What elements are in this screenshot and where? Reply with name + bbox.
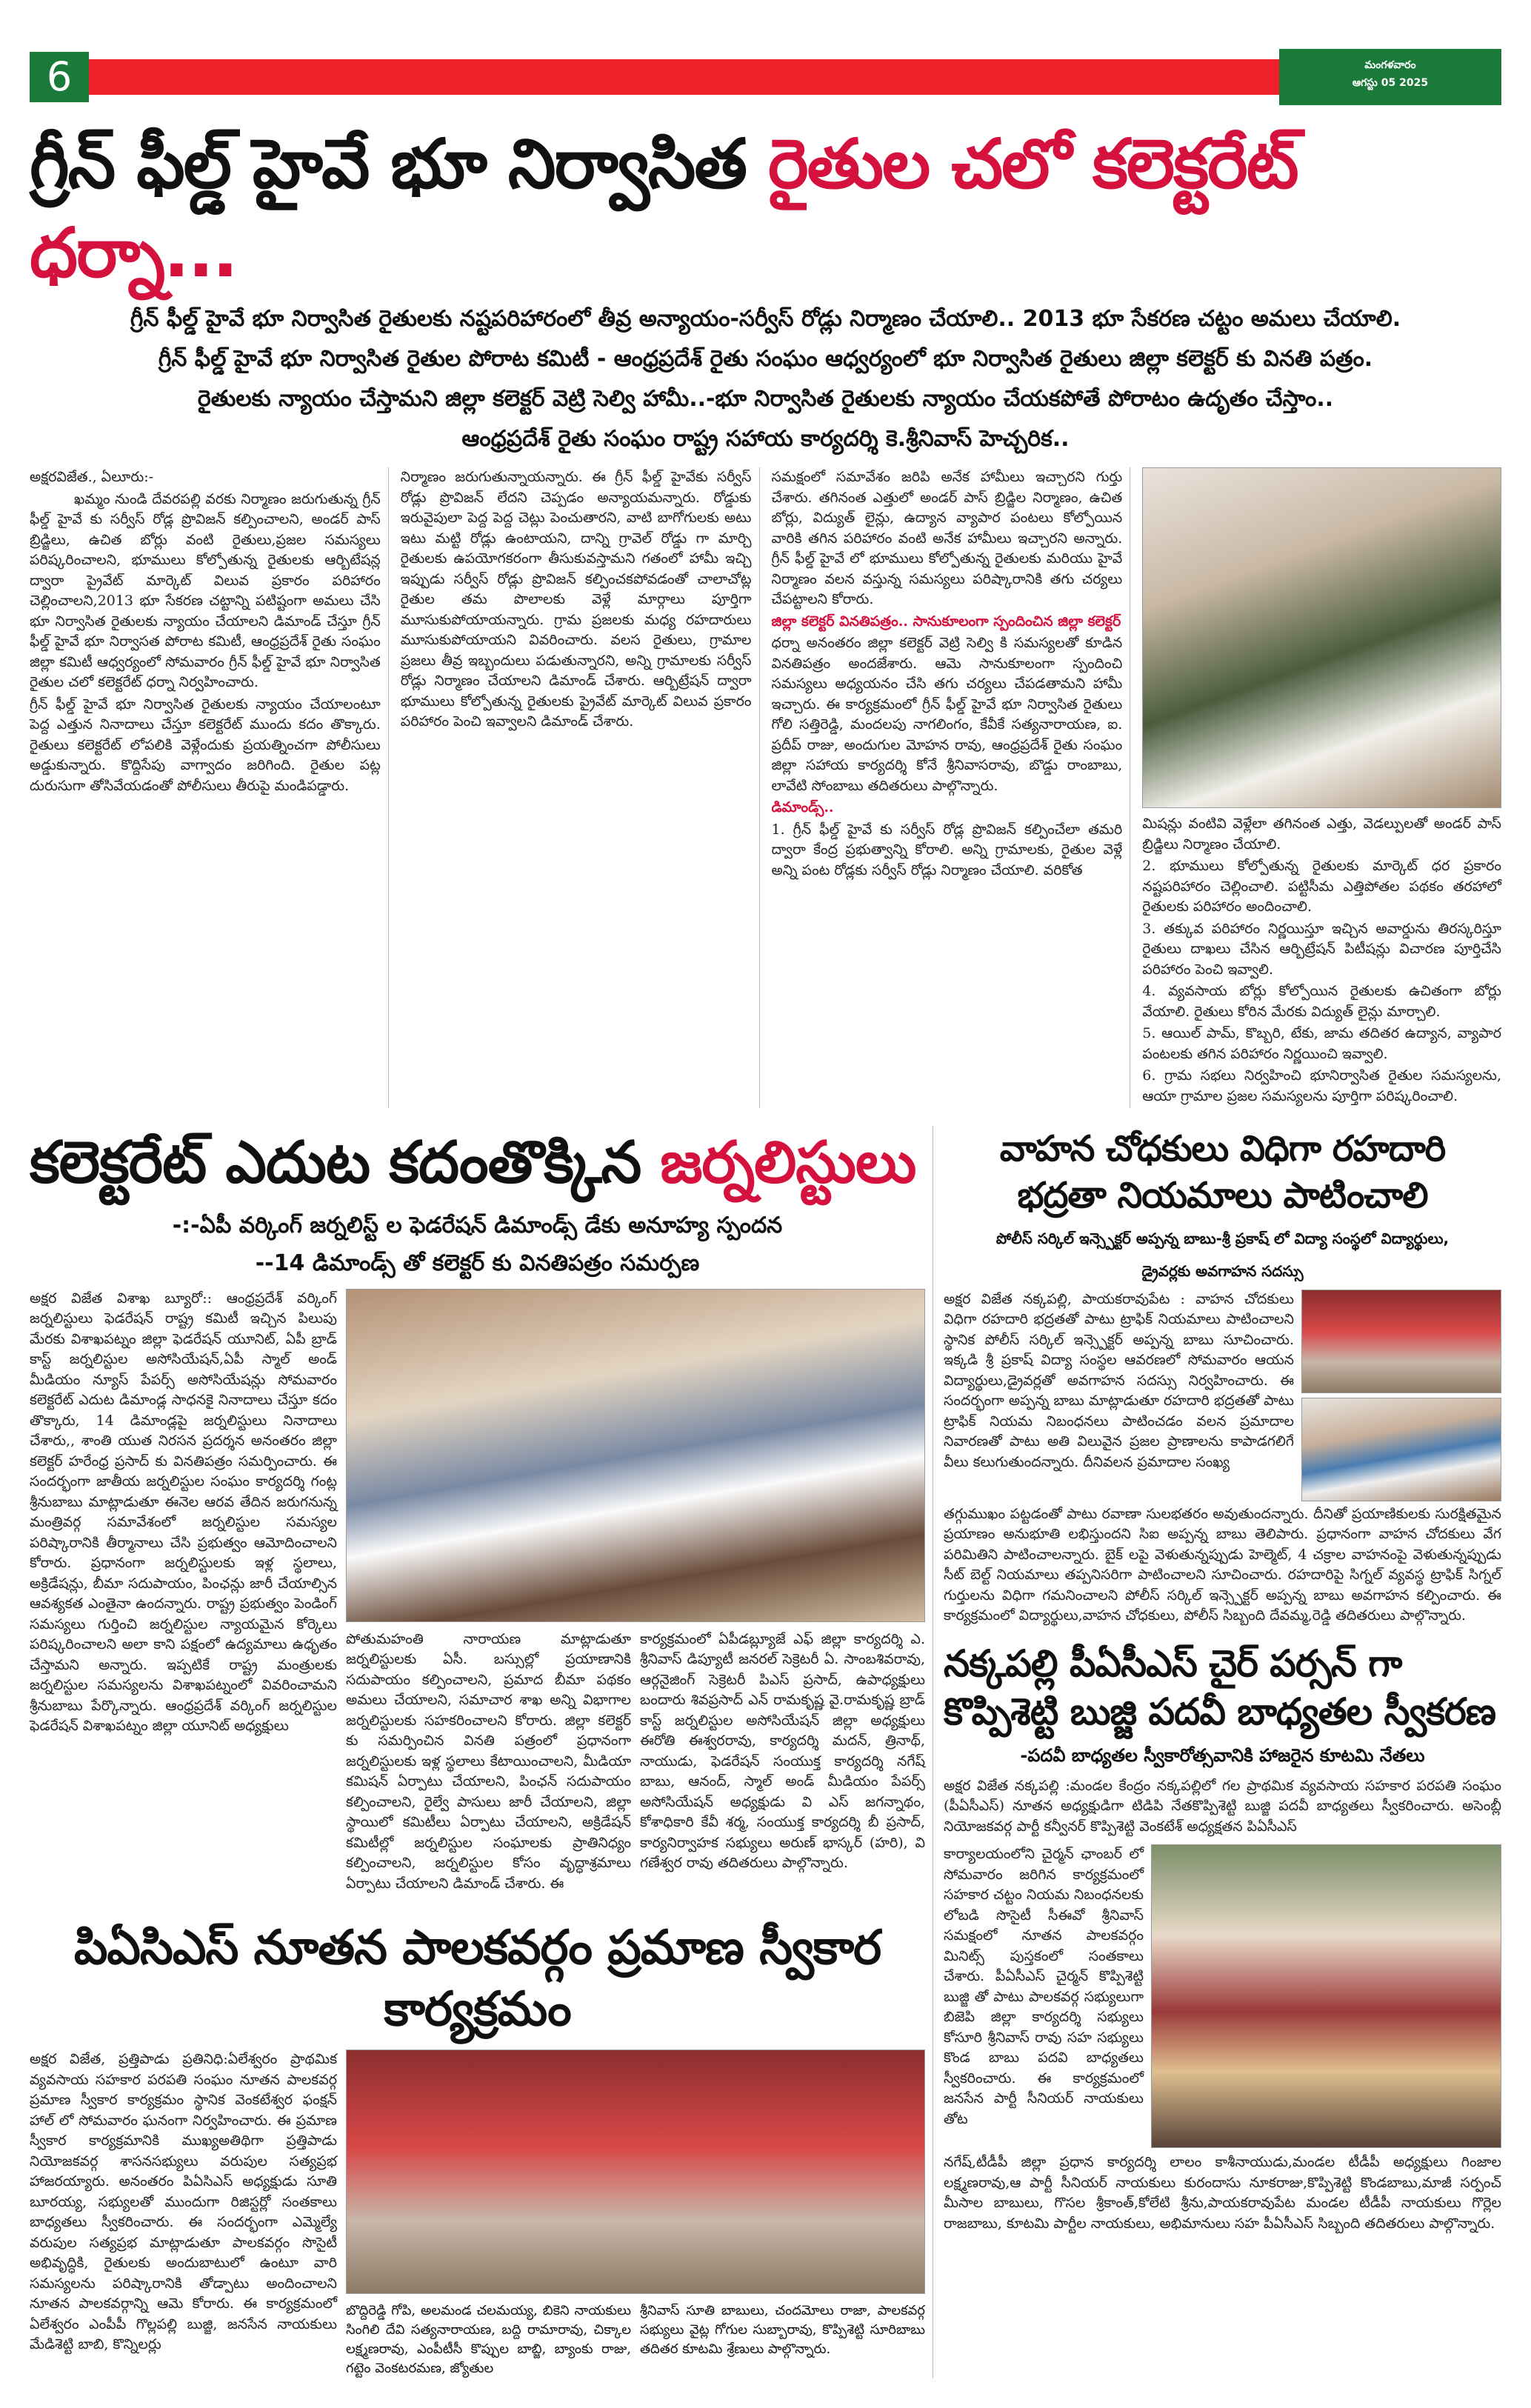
lead-headline	[30, 120, 1501, 297]
journalists-lower-columns	[346, 1630, 925, 1896]
traffic-headline-line: భద్రతా నియమాలు పాటించాలి	[1017, 1174, 1428, 1216]
masthead-red-bar	[89, 59, 1279, 95]
lead-column-4	[1142, 467, 1501, 1108]
traffic-photo-students	[1301, 1290, 1501, 1393]
journalists-headline-black: కలెక్టరేట్ ఎదుట కదంతొక్కిన	[30, 1130, 661, 1197]
journalists-body	[30, 1289, 925, 1896]
demands-label: డిమాండ్స్..	[771, 799, 834, 816]
right-block	[944, 1126, 1501, 2378]
journalists-column-1	[30, 1289, 337, 1896]
traffic-subhead: డ్రైవర్లకు అవగాహన సదస్సు	[1141, 1261, 1304, 1280]
lead-columns	[30, 467, 1501, 1108]
lower-section	[30, 1126, 1501, 2378]
paragraph: అక్షర విజేత విశాఖ బ్యూరో:: ఆంధ్రప్రదేశ్ వర్కింగ్ జర్నలిస్టులు ఫెడరేషన్ రాష్ట్ర కమిటీ ఇచ్చిన పిలుపు మేరకు విశాఖపట్నం జిల్లా ఫెడరేషన్ యూనిట్, ఏపీ బ్రాడ్ కాస్ట్ జర్నలిస్టుల అసోసియేషన్,ఏపీ స్మాల్ అండ్ మీడియం న్యూస్ పేపర్స్ అసోసియేషన్లు సోమవారం కలెక్టరేట్ ఎదుట డిమాండ్ల సాధనకై నినాదాలు చేస్తూ కదం తొక్కారు, 14 డిమాండ్లపై జర్నలిస్టులు నినాదాలు చేశారు,, శాంతి యుత నిరసన ప్రదర్శన అనంతరం జిల్లా కలెక్టర్ హరేంధ్ర ప్రసాద్ కు వినతిపత్రం సమర్పించారు. ఈ సందర్భంగా జాతీయ జర్నలిస్టుల సంఘం కార్యదర్శి గంట్ల శ్రీనుబాబు మాట్లాడుతూ ఈనెల ఆరవ తేదిన జరుగనున్న మంత్రివర్గ సమావేశంలో జర్నలిస్టుల సమస్యల పరిష్కారానికి తీర్మానాలు చేసి ప్రభుత్వం ఆమోదించాలని కోరారు. ప్రధానంగా జర్నలిస్టులకు ఇళ్ల స్థలాలు, అక్రిడేషన్లు, బీమా సదుపాయం, పింఛన్లు జారీ చేయాల్సిన ఆవశ్యకత ఎంతైనా ఉందన్నారు. రాష్ట్ర ప్రభుత్వం పెండింగ్ సమస్యలు గుర్తించి జర్నలిస్టుల న్యాయమైన కోర్కెలు పరిష్కరించాలని అలా కాని పక్షంలో ఉద్యమాలు ఉధృతం చేస్తామని అన్నారు. ఇప్పటికే రాష్ట్ర మంత్రులకు జర్నలిస్టుల సమస్యలను విశాఖపట్నంలో వివరించామని శ్రీనుబాబు పేర్కొన్నారు. ఆంధ్రప్రదేశ్ వర్కింగ్ జర్నలిస్టుల ఫెడరేషన్ విశాఖపట్నం జిల్లా యూనిట్ అధ్యక్షులు	[30, 1290, 337, 1735]
journalists-subhead: --14 డిమాండ్స్ తో కలెక్టర్ కు వినతిపత్రం సమర్పణ	[255, 1250, 700, 1276]
demand-item: 5. ఆయిల్ పామ్, కొబ్బరి, టేకు, జామ తదితర ఉద్యాన, వ్యాపార పంటలకు తగిన పరిహారం నిర్ణయించి ఇవ్వాలి.	[1142, 1025, 1501, 1062]
nakkapalli-subhead: -పదవీ బాధ్యతల స్వీకారోత్సవానికి హాజరైన కూటమి నేతలు	[1020, 1744, 1425, 1766]
dateline: అక్షరవిజేత., ఏలూరు:-	[30, 469, 154, 486]
journalists-right	[346, 1289, 925, 1896]
journalists-column-3	[640, 1630, 925, 1896]
date-box	[1279, 49, 1501, 105]
masthead	[30, 49, 1501, 105]
journalists-photo	[346, 1289, 925, 1622]
traffic-column-full	[944, 1504, 1501, 1627]
page-number: 6	[30, 52, 89, 102]
nakkapalli-headline-line: నక్కపల్లి పీఏసీఎస్ చైర్ పర్సన్ గా	[944, 1641, 1402, 1685]
nakkapalli-body	[944, 1844, 1501, 2148]
lead-subhead: గ్రీన్ ఫీల్డ్ హైవే భూ నిర్వాసిత రైతులకు నష్టపరిహారంలో తీవ్ర అన్యాయం-సర్వీస్ రోడ్లు నిర్మాణం చేయాలి.. 2013 భూ సేకరణ చట్టం అమలు చేయాలి.	[130, 306, 1401, 333]
lead-headline-red: రైతుల చలో కలెక్టరేట్ ధర్నా...	[30, 124, 1298, 293]
nakkapalli-photo	[1151, 1844, 1501, 2148]
paragraph: గ్రీన్ ఫీల్డ్ హైవే భూ నిర్వాసిత రైతులకు న్యాయం చేయాలంటూ పెద్ద ఎత్తున నినాదాలు చేస్తూ కలెక్టరేట్ ముందు కదం తొక్కారు. రైతులు కలెక్టరేట్ లోపలికి వెళ్లేందుకు ప్రయత్నించగా పోలీసులు అడ్డుకున్నారు. కొద్దిసేపు వాగ్వాదం జరిగింది. రైతుల పట్ల దురుసుగా తోసివేయడంతో పోలీసులు తీరుపై మండిపడ్డారు.	[30, 696, 381, 794]
traffic-photo-officer	[1301, 1398, 1501, 1501]
nakkapalli-column-left	[944, 1844, 1144, 2148]
lead-column-1	[30, 467, 389, 1108]
traffic-column	[944, 1290, 1294, 1501]
pacs-right	[346, 2050, 925, 2378]
paragraph: నగేష్,టీడీపీ జిల్లా ప్రధాన కార్యదర్శి లాలం కాశీనాయుడు,మండల టీడీపీ అధ్యక్షులు గింజాల లక్ష్మణరావు,ఆ పార్టీ సీనియర్ నాయకులు కురందాసు నూకరాజు,కొప్పిశెట్టి కొండబాబు,మాజీ సర్పంచ్ మీసాల బాబులు, గొసల శ్రీకాంత్,కోలేటి శ్రీను,పాయకరావుపేట మండల టీడీపీ నాయకులు గొర్లెల రాజబాబు, కూటమి పార్టీల నాయకులు, అభిమానులు సహ పీఏసీఎస్ సిబ్బంది తదితరులు పాల్గొన్నారు.	[944, 2154, 1501, 2232]
demand-item: 4. వ్యవసాయ బోర్లు కోల్పోయిన రైతులకు ఉచితంగా బోర్లు వేయాలి. రైతులు కోరిన మేరకు విద్యుత్ లైన్లు మార్చాలి.	[1142, 983, 1501, 1020]
pacs-caption-1: బొద్దిరెడ్డి గోపి, అలమండ చలమయ్య, బికెని నాయకులు సింగిలి దేవి సత్యనారాయణ, బద్ది రామారావు, చిక్కాల లక్ష్మణరావు, ఎంపీటీసీ కొప్పుల బాబ్జి, బ్యాంకు రాజు, గట్టెం వెంకటరమణ, జ్యోతుల	[346, 2303, 631, 2377]
paragraph: కార్యాలయంలోని చైర్మన్ ఛాంబర్ లో సోమవారం జరిగిన కార్యక్రమంలో సహకార చట్టం నియమ నిబంధనలకు లోబడి సొసైటీ సీఈవో శ్రీనివాస్ సమక్షంలో నూతన పాలకవర్గం మినిట్స్ పుస్తకంలో సంతకాలు చేశారు. పీఏసీఎస్ చైర్మన్ కొప్పిశెట్టి బుజ్జి తో పాటు పాలకవర్గ సభ్యులుగా బిజెపి జిల్లా కార్యదర్శి సభ్యులు కోసూరి శ్రీనివాస్ రావు సహ సభ్యులు కొండ బాబు పదవి బాధ్యతలు స్వీకరించారు. ఈ కార్యక్రమంలో జనసేన పార్టీ సీనియర్ నాయకులు తోట	[944, 1846, 1144, 2127]
paragraph: అక్షర విజేత నక్కపల్లి :మండల కేంద్రం నక్కపల్లిలో గల ప్రాథమిక వ్యవసాయ సహకార పరపతి సంఘం (పీఏసీఎస్) నూతన అధ్యక్షుడిగా టిడిపి నేతకొప్పిశెట్టి బుజ్జి పదవీ బాధ్యతలు స్వీకరించారు. అసెంబ్లీ నియోజకవర్గ పార్టీ కన్వీనర్ కొప్పిశెట్టి వెంకటేశ్ అధ్యక్షతన పిఏసీఎస్	[944, 1777, 1501, 1835]
journalists-headline-red: జర్నలిస్టులు	[660, 1130, 916, 1197]
pacs-captions	[346, 2301, 925, 2378]
pacs-caption-2: శ్రీనివాస్ సూతి బాబులు, చందమోలు రాజా, పాలకవర్గ సభ్యులు వైట్ల గోగుల సుబ్బారావు, కొప్పిశెట్టి సూరిబాబు తదితర కూటమి శ్రేణులు పాల్గొన్నారు.	[640, 2303, 925, 2358]
traffic-photos	[1301, 1290, 1501, 1501]
lead-column-2	[401, 467, 760, 1108]
pacs-photo	[346, 2050, 925, 2294]
paragraph: మిషన్లు వంటివి వెళ్లేలా తగినంత ఎత్తు, వెడల్పులతో అండర్ పాస్ బ్రిడ్జిలు నిర్మాణం చేయాలి.	[1142, 816, 1501, 853]
paragraph: అక్షర విజేత నక్కపల్లి, పాయకరావుపేట : వాహన చోదకులు విధిగా రహదారి భద్రతతో పాటు ట్రాఫిక్ నియమాలు పాటించాలని స్థానిక పోలీస్ సర్కిల్ ఇన్స్పెక్టర్ అప్పన్న బాబు సూచించారు. ఇక్కడి శ్రీ ప్రకాష్ విద్యా సంస్థల ఆవరణలో సోమవారం ఆయన విద్యార్థులు,డ్రైవర్లతో అవగాహన సదస్సు నిర్వహించారు. ఈ సందర్భంగా అప్పన్న బాబు మాట్లాడుతూ రహదారి భద్రతతో పాటు ట్రాఫిక్ నియమ నిబంధనలు పాటించడం వలన ప్రమాదాల నివారణతో పాటు అతి విలువైన ప్రజల ప్రాణాలను కాపాడగలిగే వీలు కలుగుతుందన్నారు. దీనివలన ప్రమాదాల సంఖ్య	[944, 1290, 1294, 1470]
left-block	[30, 1126, 933, 2378]
paragraph: కార్యక్రమంలో ఏపీడబ్ల్యూజే ఎఫ్ జిల్లా కార్యదర్శి ఎ. శ్రీనివాస్ డిప్యూటీ జనరల్ సెక్రెటరీ ఏ. సాంబశివరావు, ఆర్గనైజింగ్ సెక్రెటరీ పిఎస్ ప్రసాద్, ఉపాధ్యక్షులు బందారు శివప్రసాద్ ఎన్ రామకృష్ణ వై.రామకృష్ణ బ్రాడ్ కాస్ట్ జర్నలిస్టుల అసోసియేషన్ జిల్లా అధ్యక్షులు ఈరోతి ఈశ్వరరావు, కార్యదర్శి మదన్, త్రినాథ్, నాయుడు, ఫెడరేషన్ సంయుక్త కార్యదర్శి నగేష్ బాబు, ఆనంద్, స్మాల్ అండ్ మీడియం పేపర్స్ అసోసియేషన్ అధ్యక్షుడు వి ఎస్ జగన్నాథం, కోశాధికారి కేవీ శర్మ, సంయుక్త కార్యదర్శి బీ ప్రసాద్, కార్యనిర్వాహక సభ్యులు అరుణ్ భాస్కర్ (హరి), వి గణేశ్వర రావు తదితరులు పాల్గొన్నారు.	[640, 1630, 925, 1872]
journalists-subhead: -:-ఏపీ వర్కింగ్ జర్నలిస్ట్ ల ఫెడరేషన్ డిమాండ్స్ డేకు అనూహ్య స్పందన	[172, 1212, 783, 1238]
journalists-column-2	[346, 1630, 631, 1896]
paragraph: నిర్మాణం జరుగుతున్నాయన్నారు. ఈ గ్రీన్ ఫీల్డ్ హైవేకు సర్వీస్ రోడ్లు ప్రొవిజన్ లేదని చెప్పడం అన్యాయమన్నారు. రోడ్డుకు ఇరువైపులా పెద్ద పెద్ద చెట్లు పెంచుతారని, వాటి బాగోగులకు అటు ఇటు మట్టి రోడ్లు ఉంటాయని, దాన్ని గ్రావెల్ రోడ్డు గా మార్చి రైతులకు ఉపయోగకరంగా తీసుకువస్తామని గతంలో హామీ ఇచ్చి ఇప్పుడు సర్వీస్ రోడ్లు ప్రొవిజన్ కల్పించకపోవడంతో చాలాచోట్ల రైతుల తమ పొలాలకు వెళ్లే మార్గాలు పూర్తిగా మూసుకుపోయాయన్నారు. గ్రామ ప్రజలకు మధ్య రహదారులు మూసుకుపోయాయని వివరించారు. వలస రైతులు, గ్రామాల ప్రజలు తీవ్ర ఇబ్బందులు పడుతున్నారని, అన్ని గ్రామాలకు సర్వీస్ రోడ్లు నిర్మాణం చేయాలని డిమాండ్ చేశారు. ఆర్బిట్రేషన్ ద్వారా భూములు కోల్పోతున్న రైతులకు ప్రైవేట్ మార్కెట్ విలువ ప్రకారం పరిహారం పెంచి ఇవ్వాలని డిమాండ్ చేశారు.	[400, 469, 752, 730]
demand-item: 3. తక్కువ పరిహారం నిర్ణయిస్తూ ఇచ్చిన అవార్డును తిరస్కరిస్తూ రైతులు దాఖలు చేసిన ఆర్బిట్రేషన్ పిటీషన్లు విచారణ పూర్తిచేసి పరిహారం పెంచి ఇవ్వాలి.	[1142, 920, 1501, 978]
lead-subhead: ఆంధ్రప్రదేశ్ రైతు సంఘం రాష్ట్ర సహాయ కార్యదర్శి కె.శ్రీనివాస్ హెచ్చరిక..	[461, 426, 1070, 453]
demand-item: 2. భూములు కోల్పోతున్న రైతులకు మార్కెట్ ధర ప్రకారం నష్టపరిహారం చెల్లించాలి. పట్టిసీమ ఎత్తిపోతల పథకం తరహాలో రైతులకు పరిహారం అందించాలి.	[1142, 858, 1501, 915]
paragraph: సమక్షంలో సమావేశం జరిపి అనేక హామీలు ఇచ్చారని గుర్తు చేశారు. తగినంత ఎత్తులో అండర్ పాస్ బ్రిడ్జిల నిర్మాణం, ఉచిత బోర్లు, విద్యుత్ లైన్లు, ఉద్యాన వ్యాపార పంటలు కోల్పోయిన వారికి తగిన పరిహారం వంటి అనేక హామీలు ఇచ్చారని అన్నారు. గ్రీన్ ఫీల్డ్ హైవే లో భూములు కోల్పోతున్న రైతులకు మరియు హైవే నిర్మాణం వలన వస్తున్న సమస్యలు పరిష్కారానికి తగు చర్యలు చేపట్టాలని కోరారు.	[771, 469, 1123, 608]
lead-column-3	[772, 467, 1131, 1108]
nakkapalli-headline-line: కొప్పిశెట్టి బుజ్జి పదవీ బాధ్యతల స్వీకరణ	[944, 1690, 1496, 1733]
paragraph: పోతుమహంతి నారాయణ మాట్లాడుతూ జర్నలిస్టులకు ఏసీ. బస్సుల్లో ప్రయాణానికి సదుపాయం కల్పించాలని, ప్రమాద బీమా పథకం అమలు చేయాలని, సమాచార శాఖ అన్ని విభాగాల జర్నలిస్టులకు సహకరించాలని కోరారు. జిల్లా కలెక్టర్ కు సమర్పించిన వినతి పత్రంలో ప్రధానంగా జర్నలిస్టులకు ఇళ్ల స్థలాలు కేటాయించాలని, మీడియా కమిషన్ ఏర్పాటు చేయాలని, పింఛన్ సదుపాయం కల్పించాలని, రైల్వే పాసులు జారీ చేయాలని, జిల్లా స్థాయిలో కమిటీలు ఏర్పాటు చేయాలని, అక్రిడేషన్ కమిటీల్లో జర్నలిస్టుల సంఘాలకు ప్రాతినిధ్యం కల్పించాలని, జర్నలిస్టుల కోసం వృద్ధాశ్రమాలు ఏర్పాటు చేయాలని డిమాండ్ చేశారు. ఈ	[346, 1630, 631, 1892]
traffic-headline	[944, 1126, 1501, 1218]
nakkapalli-intro	[944, 1776, 1501, 1838]
nakkapalli-headline	[944, 1640, 1501, 1736]
traffic-headline-line: వాహన చోధకులు విధిగా రహదారి	[999, 1128, 1446, 1170]
paragraph: ధర్నా అనంతరం జిల్లా కలెక్టర్ వెట్రి సెల్వి కి సమస్యలతో కూడిన వినతిపత్రం అందజేశారు. ఆమె సానుకూలంగా స్పందించి సమస్యలు అధ్యయనం చేసి తగు చర్యలు చేపడతామని హామీ ఇచ్చారు. ఈ కార్యక్రమంలో గ్రీన్ ఫీల్డ్ హైవే భూ నిర్వాసిత రైతులు గోలి సత్తిరెడ్డి, మందలపు నాగలింగం, కేవీకే సత్యనారాయణ, ఐ. ప్రదీప్ రాజు, అందుగుల మోహన రావు, ఆంధ్రప్రదేశ్ రైతు సంఘం జిల్లా సహాయ కార్యదర్శి కోనే శ్రీనివాసరావు, బొడ్డు రాంబాబు, లావేటి సోంబాబు తదితరులు పాల్గొన్నారు.	[771, 635, 1123, 794]
pacs-column	[30, 2050, 337, 2378]
traffic-body	[944, 1290, 1501, 1501]
journalists-headline	[30, 1126, 925, 1201]
lead-subhead: రైతులకు న్యాయం చేస్తామని జిల్లా కలెక్టర్ వెట్రి సెల్వి హామీ..-భూ నిర్వాసిత రైతులకు న్యాయం చేయకపోతే పోరాటం ఉదృతం చేస్తాం..	[197, 386, 1334, 413]
traffic-subhead: పోలీస్ సర్కిల్ ఇన్స్పెక్టర్ అప్పన్న బాబు-శ్రీ ప్రకాష్ లో విద్యా సంస్థలో విద్యార్థులు,	[995, 1229, 1450, 1247]
demand-item: 6. గ్రామ సభలు నిర్వహించి భూనిర్వాసిత రైతుల సమస్యలను, ఆయా గ్రామాల ప్రజల సమస్యలను పూర్తిగా పరిష్కరించాలి.	[1142, 1067, 1501, 1104]
pacs-body	[30, 2050, 925, 2378]
paragraph: ఖమ్మం నుండి దేవరపల్లి వరకు నిర్మాణం జరుగుతున్న గ్రీన్ ఫీల్డ్ హైవే కు సర్వీస్ రోడ్ల ప్రొవిజన్ కల్పించాలని, అండర్ పాస్ బ్రిడ్జిలు, ఉచిత బోర్లు వంటి రైతులు,ప్రజల సమస్యలు పరిష్కరించాలని, భూములు కోల్పోతున్న రైతులకు ఆర్బిటేషన్ల ద్వారా ప్రైవేట్ మార్కెట్ విలువ ప్రకారం పరిహారం చెల్లించాలని,2013 భూ సేకరణ చట్టాన్ని పటిష్టంగా అమలు చేసి భూ నిర్వాసిత రైతులకు న్యాయం చేయాలని డిమాండ్ చేస్తూ గ్రీన్ ఫీల్డ్ హైవే భూ నిర్వాసత పోరాట కమిటీ, ఆంధ్రప్రదేశ్ రైతు సంఘం జిల్లా కమిటీ ఆధ్వర్యంలో సోమవారం గ్రీన్ ఫీల్డ్ హైవే భూ నిర్వాసిత రైతుల చలో కలెక్టరేట్ ధర్నా నిర్వహించారు.	[30, 490, 381, 691]
paragraph: 1. గ్రీన్ ఫీల్డ్ హైవే కు సర్వీస్ రోడ్ల ప్రొవిజన్ కల్పించేలా తమరి ద్వారా కేంద్ర ప్రభుత్వాన్ని కోరాలి. అన్ని గ్రామాలకు, రైతుల వెళ్లే అన్ని పంట రోడ్లకు సర్వీస్ రోడ్లు నిర్మాణం చేయాలి. వరికోత	[771, 821, 1123, 878]
weekday: మంగళవారం	[1364, 59, 1416, 71]
lead-subhead: గ్రీన్ ఫీల్డ్ హైవే భూ నిర్వాసిత రైతుల పోరాట కమిటీ - ఆంధ్రప్రదేశ్ రైతు సంఘం ఆధ్వర్యంలో భూ నిర్వాసిత రైతులు జిల్లా కలెక్టర్ కు వినతి పత్రం.	[158, 346, 1373, 373]
paragraph: తగ్గుముఖం పట్టడంతో పాటు రవాణా సులభతరం అవుతుందన్నారు. దీనితో ప్రయాణికులకు సురక్షితమైన ప్రయాణం అనుభూతి లభిస్తుందని సిఐ అప్పన్న బాబు తెలిపారు. ప్రధానంగా వాహన చోదకులు వేగ పరిమితిని పాటించాలన్నారు. బైక్ లపై వెళుతున్నప్పుడు హెల్మెట్, 4 చక్రాల వాహనంపై వెళుతున్నప్పుడు సీట్ బెల్ట్ నియమాలు తప్పనిసరిగా పాటించాలని సూచించారు. రహదారిపై సిగ్నల్ వ్యవస్థ ట్రాఫిక్ సిగ్నల్ గుర్తులను విధిగా గమనించాలని పోలీస్ సర్కిల్ ఇన్స్పెక్టర్ అప్పన్న బాబు అవగాహన కల్పించారు. ఈ కార్యక్రమంలో విద్యార్థులు,వాహన చోధకులు, పోలీస్ సిబ్బంది దేవమ్మ,రెడ్డి తదితరులు పాల్గొన్నారు.	[944, 1505, 1501, 1624]
dharna-photo	[1142, 467, 1501, 808]
inline-subhead: జిల్లా కలెక్టర్ వినతిపత్రం.. సానుకూలంగా స్పందించిన జిల్లా కలెక్టర్	[771, 613, 1121, 630]
pacs-headline: పిఏసిఎస్ నూతన పాలకవర్గం ప్రమాణ స్వీకార కార్యక్రమం	[73, 1921, 881, 2038]
lead-headline-black: గ్రీన్ ఫీల్డ్ హైవే భూ నిర్వాసిత	[30, 124, 768, 204]
paragraph: అక్షర విజేత, ప్రత్తిపాడు ప్రతినిధి:ఏలేశ్వరం ప్రాథమిక వ్యవసాయ సహకార పరపతి సంఘం నూతన పాలకవర్గ ప్రమాణ స్వీకార కార్యక్రమం స్థానిక వెంకటేశ్వర ఫంక్షన్ హాల్ లో సోమవారం ఘనంగా నిర్వహించారు. ఈ ప్రమాణ స్వీకార కార్యక్రమానికి ముఖ్యఅతిథిగా ప్రత్తిపాడు నియోజకవర్గ శాసనసభ్యులు వరుపుల సత్యప్రభ హాజరయ్యారు. అనంతరం పిఏసిఎస్ అధ్యక్షుడు సూతి బూరయ్య, సభ్యులతో ముందుగా రిజిస్టర్లో సంతకాలు బాధ్యతలు స్వీకరించారు. ఈ సందర్భంగా ఎమ్మెల్యే వరుపుల సత్యప్రభ మాట్లాడుతూ పాలకవర్గం సొసైటీ అభివృద్ధికి, రైతులకు అందుబాటులో ఉంటూ వారి సమస్యలను పరిష్కారానికి తోడ్పాటు అందించాలని నూతన పాలకవర్గాన్ని ఆమె కోరారు. ఈ కార్యక్రమంలో ఏలేశ్వరం ఎంపీపీ గొల్లపల్లి బుజ్జి, జనసేన నాయకులు మేడిశెట్టి బాబి, కొన్నిలర్లు	[30, 2051, 337, 2353]
issue-date: ఆగస్టు 05 2025	[1352, 77, 1429, 89]
nakkapalli-column-full	[944, 2152, 1501, 2234]
